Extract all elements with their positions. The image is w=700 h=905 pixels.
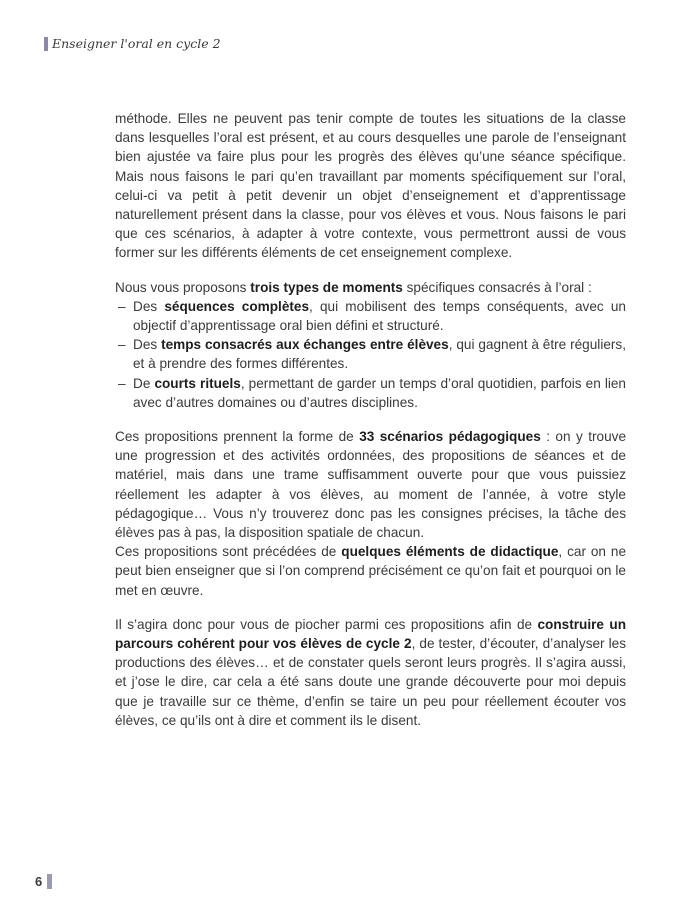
list-item-text: Des (133, 337, 162, 353)
list-item-text: Des (133, 298, 165, 314)
paragraph-3 (115, 427, 626, 542)
running-header (44, 36, 221, 51)
paragraph-1: méthode. Elles ne peuvent pas tenir compte de toutes les situations de la classe dans lesquelles l’oral est présent, et au cours desquelles une parole de l’enseignant bien ajustée va faire plus pour les progrès des élèves qu’une séance spécifique. Mais nous faisons le pari qu’en travaillant par moments spécifiquement sur l’oral, celui-ci va petit à petit devenir un objet d’enseignement et d’apprentissage naturellement présent dans la classe, pour vos élèves et vous. Nous faisons le pari que ces scénarios, à adapter à votre contexte, vous permettront aussi de vous former sur les différents éléments de cet enseignement complexe. (115, 111, 626, 261)
list-item (115, 374, 626, 412)
paragraph-2 (115, 278, 626, 297)
paragraph-5-emphasis: construire un parcours cohérent pour vos élèves de cycle 2 (115, 616, 627, 652)
paragraph-5 (115, 615, 626, 730)
list-dash: – (118, 375, 126, 391)
page-footer (35, 874, 52, 889)
list-item-text-end: , qui gagnent à être réguliers, et à prendre des formes différentes. (133, 337, 627, 372)
list-item-text-end: , permettant de garder un temps d’oral quotidien, parfois en lien avec d’autres domaines ou d’autres disciplines. (133, 375, 626, 410)
paragraph-3-text-end: : on y trouve une progression et des activités ordonnées, des propositions de séances et de matériel, mais dans une trame suffisamment ouverte pour que vous puissiez réellement les adapter à vos élèves, au moment de l’année, à votre style pédagogique… Vous n’y trouverez donc pas les consignes précises, la tâche des élèves pas à pas, la disposition spatiale de chacun. (115, 429, 626, 541)
list-dash: – (118, 298, 126, 314)
paragraph-3-emphasis: 33 scénarios pédagogiques (359, 429, 541, 445)
paragraph-5-text-end: , de tester, d’écouter, d’analyser les productions des élèves… et de constater quels seront leurs progrès. Il s’agira aussi, et j’ose le dire, car cela a été sans doute une grande découverte pour moi depuis que je travaille sur ce thème, d’enfin se taire un peu pour réellement écouter vos élèves, ce qu’ils ont à dire et comment ils le disent. (115, 636, 627, 728)
list-item-emphasis: séquences complètes (164, 298, 310, 314)
paragraph-4 (115, 542, 626, 600)
paragraph-4-emphasis: quelques éléments de didactique (341, 544, 559, 560)
page-number: 6 (35, 874, 43, 889)
list-item-emphasis: courts rituels (154, 375, 241, 391)
paragraph-2-emphasis: trois types de moments (250, 279, 403, 295)
list-item-text-end: , qui mobilisent des temps conséquents, avec un objectif d’apprentissage oral bien défini et structuré. (133, 298, 626, 334)
list-item (115, 297, 626, 335)
paragraph-4-text-end: , car on ne peut bien enseigner que si l’on comprend précisément ce qu’on fait et pourquoi on le met en œuvre. (115, 544, 627, 598)
header-title: Enseigner l'oral en cycle 2 (52, 36, 221, 51)
list-dash: – (118, 337, 126, 353)
list-item-text: De (133, 375, 155, 391)
body-text (115, 109, 626, 730)
paragraph-3-text: Ces propositions prennent la forme de (115, 429, 360, 445)
paragraph-5-text: Il s’agira donc pour vous de piocher parmi ces propositions afin de (115, 616, 538, 632)
moments-list (115, 297, 626, 412)
paragraph-4-text: Ces propositions sont précédées de (115, 544, 342, 560)
header-accent-bar (44, 37, 48, 51)
paragraph-2-text-end: spécifiques consacrés à l’oral : (402, 279, 592, 295)
list-item-emphasis: temps consacrés aux échanges entre élèves (161, 337, 449, 353)
paragraph-2-text: Nous vous proposons (115, 279, 251, 295)
list-item (115, 335, 626, 373)
footer-accent-bar (47, 874, 52, 889)
